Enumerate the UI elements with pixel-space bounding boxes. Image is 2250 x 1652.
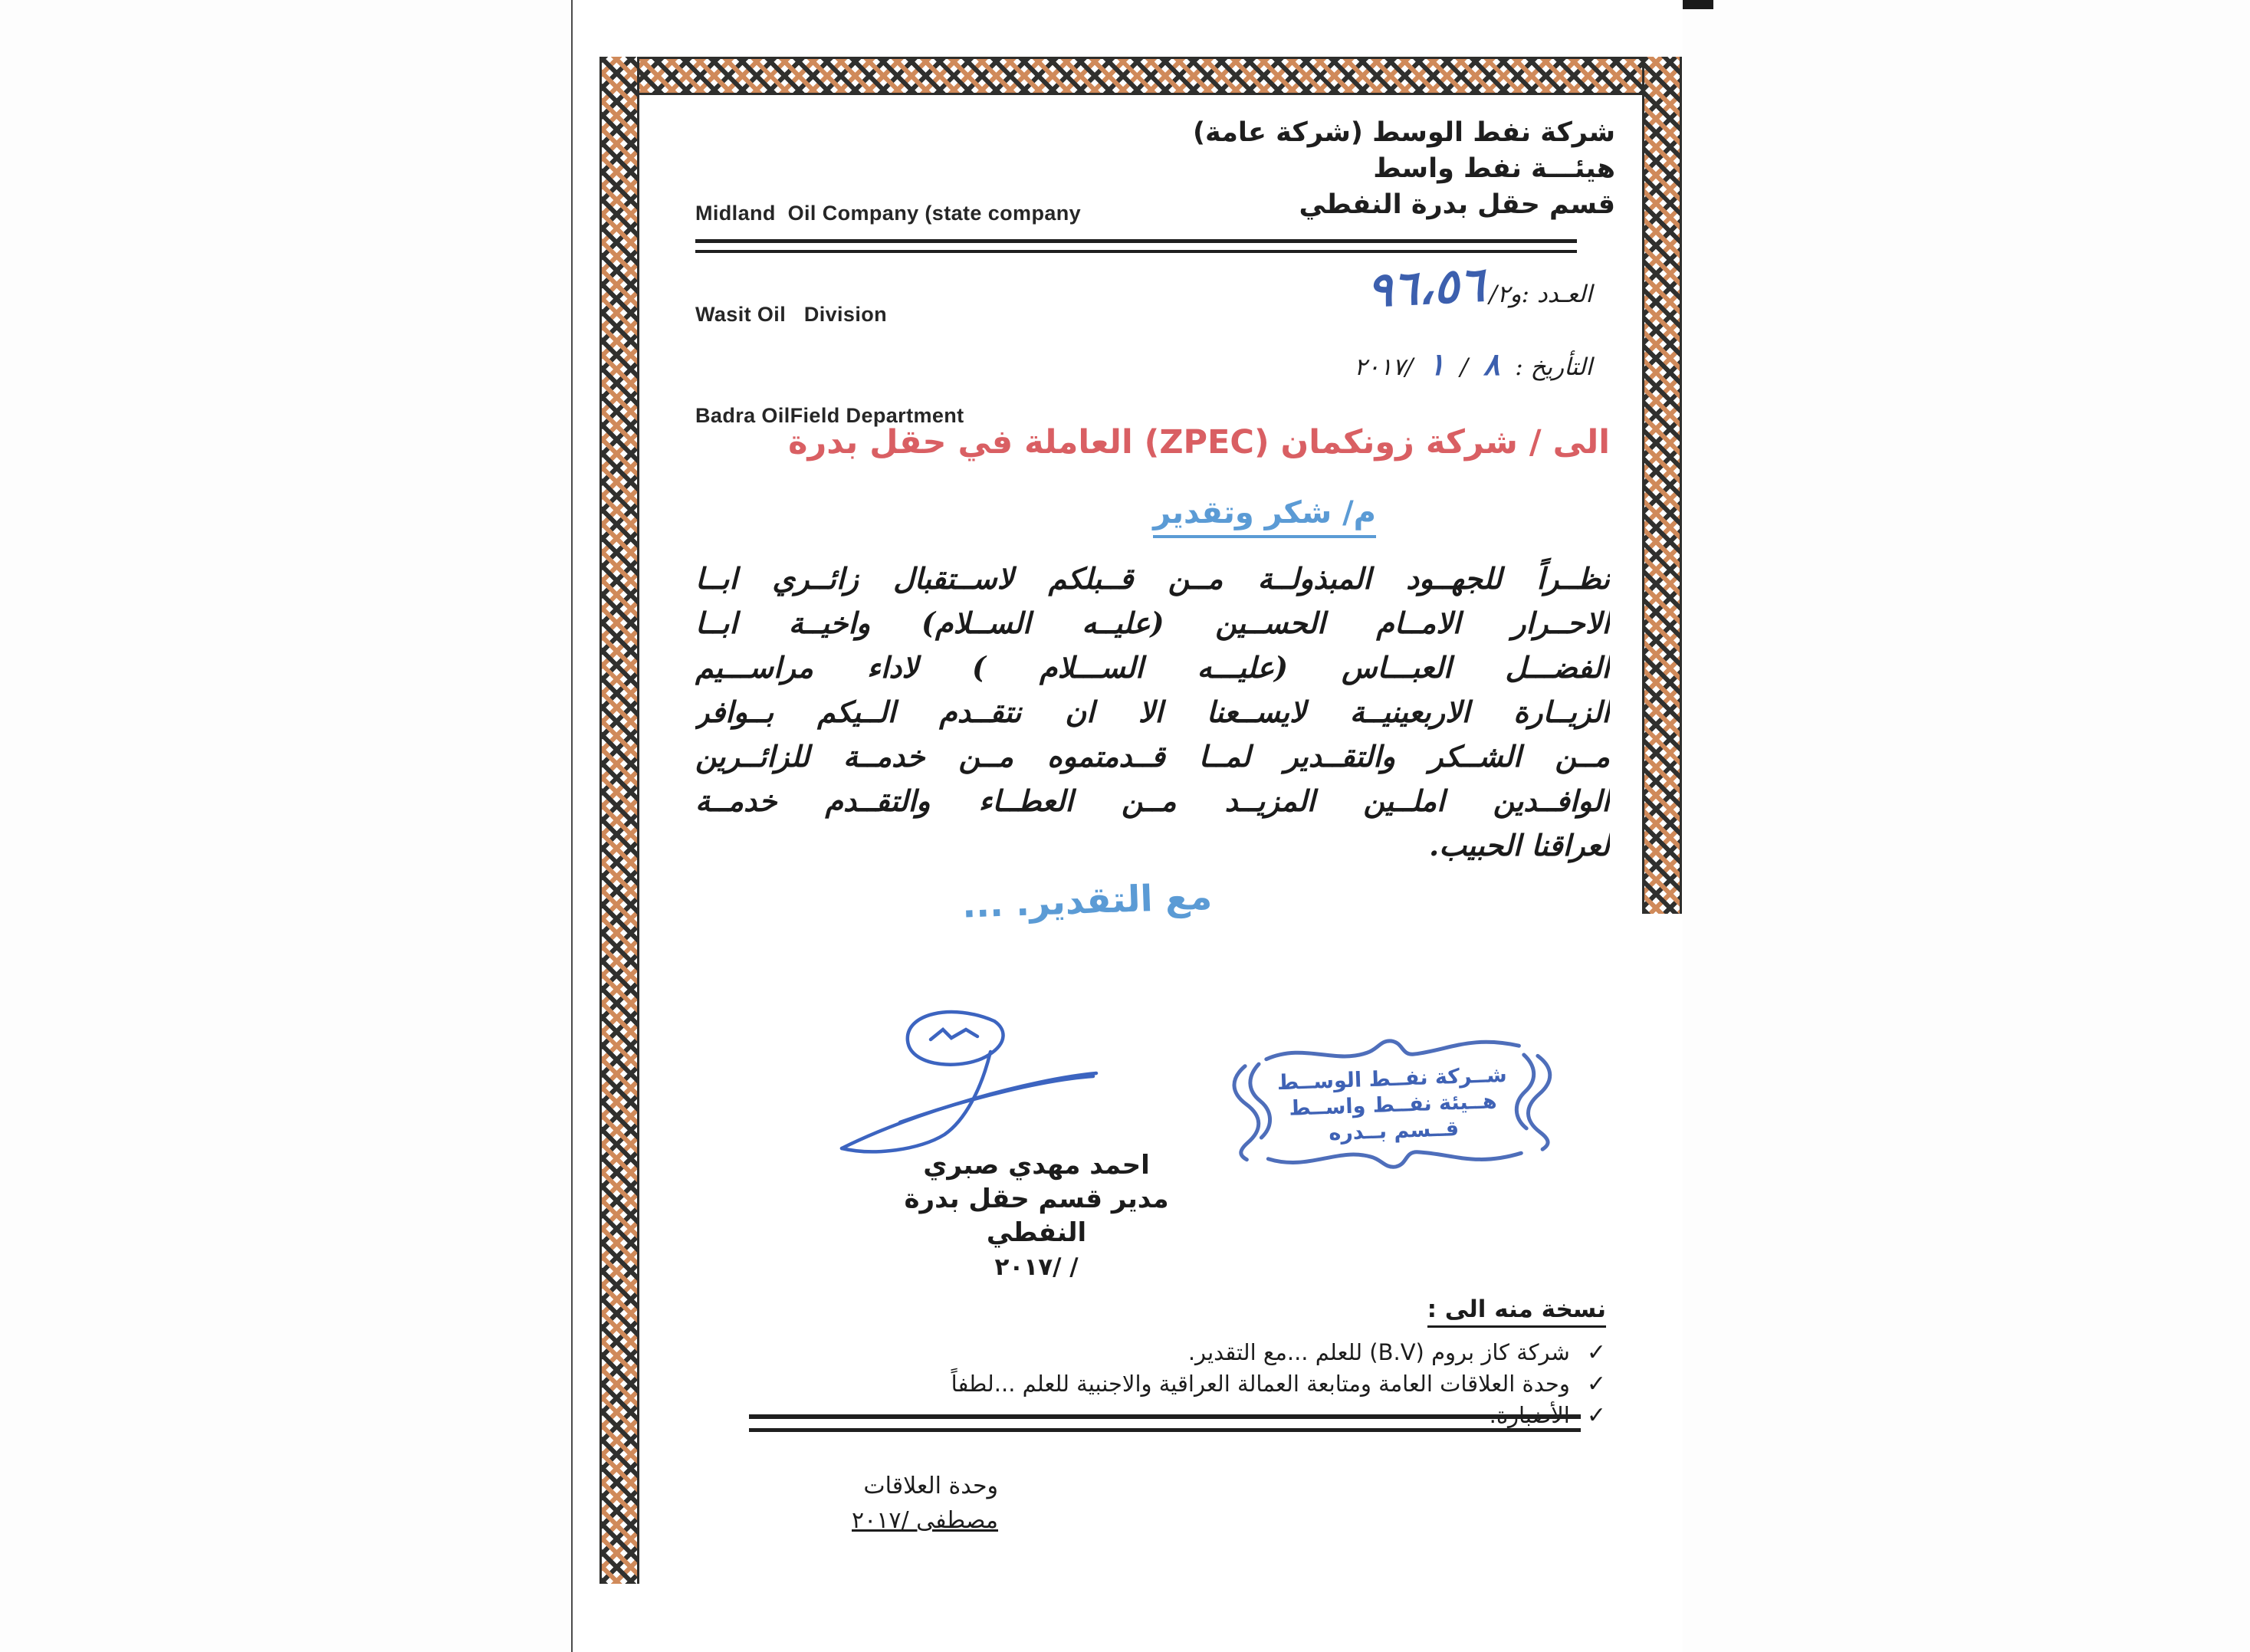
body-line: لعراقنا الحبيب. — [1428, 828, 1610, 862]
copy-item — [951, 1337, 1606, 1368]
stamp-border-top — [1266, 1036, 1519, 1059]
signer-date: / /٢٠١٧ — [994, 1253, 1079, 1281]
letter-page — [571, 0, 1683, 1652]
body-line: نظــراً للجهــود المبذولــة مــن قــبلكم لاســتقبال زائــري ابــا — [695, 561, 1610, 596]
stamp-border-bottom — [1268, 1148, 1521, 1171]
date-day-handwritten: ٨ — [1483, 346, 1500, 383]
department-name-arabic: قسم حقل بدرة النفطي — [1299, 189, 1615, 220]
header-divider-rule — [695, 239, 1577, 253]
reference-number-handwritten: ٩٦،٥٦ — [1365, 256, 1486, 318]
stamp-line-division: هــيئة نفــط واســط — [1288, 1089, 1498, 1121]
divider-line — [749, 1414, 1581, 1419]
copy-item-text: وحدة العلاقات العامة ومتابعة العمالة العراقية والاجنبية للعلم ...لطفاً — [951, 1371, 1570, 1397]
signature-sweep — [842, 1073, 1096, 1148]
copies-heading: نسخة منه الى : — [1427, 1296, 1606, 1328]
signature-inner-scribble — [931, 1030, 977, 1039]
date-label: التأريخ : — [1515, 353, 1592, 381]
official-stamp — [1218, 1024, 1568, 1186]
signer-title: مدير قسم حقل بدرة النفطي — [904, 1184, 1169, 1248]
reference-number-label: العـدد :و٢/ — [1489, 281, 1592, 308]
company-name-arabic: شركة نفط الوسط (شركة عامة) — [1192, 117, 1615, 148]
divider-line — [749, 1428, 1581, 1432]
copies-list — [951, 1296, 1606, 1431]
ornamental-border-right — [1642, 57, 1682, 914]
signer-name: احمد مهدي صبري — [923, 1150, 1150, 1181]
closing-phrase: مع التقدير. ... — [961, 875, 1214, 927]
body-line: الزيــارة الاربعينيــة لايســعنا الا ان نتقــدم الــيكم بــوافر — [695, 695, 1610, 729]
reference-date-row — [1354, 346, 1592, 383]
department-name-english: Badra OilField Department — [695, 404, 964, 427]
body-line: مــن الشــكر والتقــدير لمــا قــدمتموه مــن خدمــة للزائــرين — [695, 739, 1610, 773]
stamp-border-right-inner — [1515, 1055, 1536, 1129]
date-year: /٢٠١٧ — [1354, 353, 1414, 381]
stamp-border-right — [1526, 1056, 1552, 1150]
addressee-line: الى / شركة زونكمان (ZPEC) العاملة في حقل بدرة — [788, 423, 1610, 461]
copy-item — [951, 1368, 1606, 1400]
divider-line — [695, 239, 1577, 243]
divider-line — [695, 250, 1577, 253]
company-name-english: Midland Oil Company (state company — [695, 202, 1082, 225]
signature-scribble — [829, 997, 1121, 1173]
footer-unit-block — [806, 1469, 998, 1538]
ornamental-border-left — [599, 57, 639, 1584]
signature-crossline — [900, 1076, 1093, 1122]
body-line: الفضـــل العبـــاس (عليـــه الســـلام ) لاداء مراســـيم — [695, 650, 1610, 685]
subject-line: م/ شكر وتقدير — [1153, 495, 1376, 538]
body-line: الوافــدين املــين المزيــد مــن العطــاء والتقــدم خدمــة — [695, 783, 1610, 818]
checkmark-icon: ✓ — [1586, 1402, 1606, 1429]
reference-number-row — [1365, 256, 1592, 318]
body-line: الاحــرار الامــام الحســين (عليــه الســلام) واخيــة ابــا — [695, 606, 1610, 640]
date-month-handwritten: ١ — [1428, 346, 1445, 383]
stamp-border-left — [1233, 1066, 1260, 1160]
footer-clerk-name: مصطفى /٢٠١٧ — [852, 1507, 998, 1534]
date-separator: / — [1460, 353, 1469, 381]
ornamental-border-top — [601, 57, 1676, 95]
letter-body — [695, 557, 1610, 868]
checkmark-icon: ✓ — [1586, 1339, 1606, 1366]
company-header-arabic — [1193, 115, 1615, 223]
signature-block — [872, 1148, 1201, 1285]
division-name-english: Wasit Oil Division — [695, 303, 888, 326]
stamp-line-department: قــسم بــدره — [1328, 1117, 1460, 1145]
division-name-arabic: هيئـــة نفط واسط — [1373, 153, 1615, 184]
footer-divider-rule — [749, 1414, 1581, 1432]
checkmark-icon: ✓ — [1586, 1371, 1606, 1397]
stamp-line-company: شــركة نفــط الوســط — [1276, 1062, 1508, 1095]
footer-unit-name: وحدة العلاقات — [863, 1473, 998, 1499]
copy-item-text: شركة كاز بروم (B.V) للعلم ...مع التقدير. — [1187, 1339, 1570, 1365]
